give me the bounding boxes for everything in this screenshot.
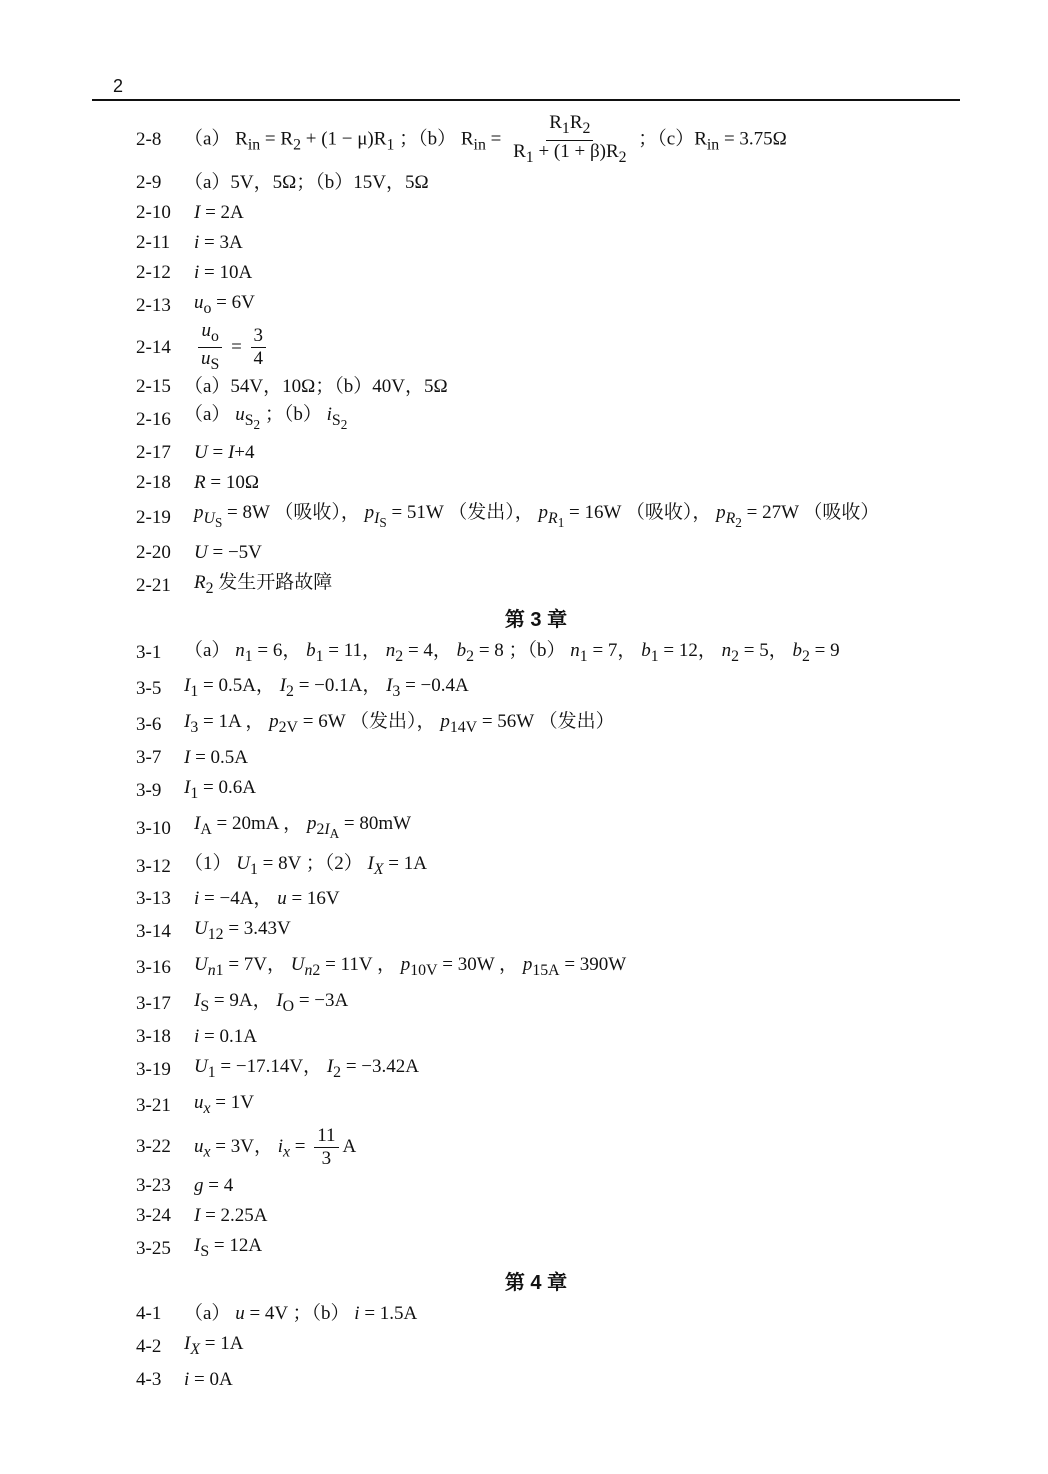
answer-2-10 — [136, 198, 936, 228]
chapter-3-heading: 第 3 章 — [504, 608, 568, 631]
answer-2-18 — [136, 468, 936, 498]
answer-2-17 — [136, 438, 936, 468]
answer-3-21 — [136, 1088, 936, 1124]
problem-number: 2-20 — [136, 541, 171, 563]
answer-text: （a） $n_1 = 6$， $b_1 = 11$， $n_2 = 4$， $b_2 = 8$ ；（b） $n_1 = 7$， $b_1 = 12$， $n_2 = 5$， $b_2 = 9$ — [184, 639, 840, 665]
answer-3-17 — [136, 986, 936, 1022]
answer-3-22 — [136, 1123, 936, 1171]
problem-number: 3-13 — [136, 888, 171, 910]
answer-text: $I_X = 1A$ — [184, 1333, 244, 1359]
problem-number: 2-16 — [136, 408, 171, 430]
problem-number: 3-19 — [136, 1058, 171, 1080]
answer-text: i = 10A — [194, 262, 253, 283]
answer-3-5 — [136, 671, 936, 707]
answer-text: $R_2$ 发生开路故障 — [194, 571, 333, 597]
answer-list — [136, 112, 936, 1395]
answer-text: $u_x = 3V$， $i_x$ = $\frac{11}{3}$ A — [194, 1124, 357, 1169]
answer-3-19 — [136, 1052, 936, 1088]
answer-3-23 — [136, 1171, 936, 1201]
answer-4-3 — [136, 1365, 936, 1395]
answer-2-19 — [136, 498, 936, 538]
problem-number: 2-11 — [136, 232, 171, 253]
problem-number: 3-16 — [136, 957, 171, 979]
problem-number: 3-5 — [136, 678, 162, 700]
problem-number: 3-22 — [136, 1136, 171, 1158]
problem-number: 3-7 — [136, 746, 162, 768]
problem-number: 4-1 — [136, 1303, 162, 1325]
answer-text: （a）5V，5Ω；（b）15V，5Ω — [184, 172, 429, 193]
page-number: 2 — [113, 76, 124, 96]
problem-number: 3-17 — [136, 992, 171, 1014]
problem-number: 3-24 — [136, 1205, 171, 1227]
answer-text: $\frac{u_o}{u_S}$ = $\frac{3}{4}$ — [194, 320, 270, 377]
problem-number: 4-3 — [136, 1369, 162, 1391]
answer-2-20 — [136, 538, 936, 568]
answer-text: $p_{U_S} = 8W$ （吸收）， $p_{I_S} = 51W$ （发出）， $p_{R_1} = 16W$ （吸收）， $p_{R_2} = 27W$ （吸收） — [194, 501, 880, 530]
answer-text: $u_o = 6V$ — [194, 292, 255, 317]
answer-2-8 — [136, 112, 936, 168]
answer-text: i = −4A， u = 16V — [194, 888, 340, 910]
answer-text: i = 3A — [194, 232, 243, 253]
answer-2-21 — [136, 568, 936, 604]
answer-text: （a） $u_{S_2}$ ；（b） $i_{S_2}$ — [184, 403, 348, 432]
problem-number: 3-12 — [136, 855, 171, 877]
answer-text: $U_1 = -17.14V$， $I_2 = -3.42A$ — [194, 1055, 419, 1081]
answer-text: U = I+4 — [194, 441, 255, 463]
answer-text: （a）54V，10Ω；（b）40V，5Ω — [184, 375, 448, 397]
answer-text: $I_S = 12A$ — [194, 1235, 263, 1261]
answer-text: （a） u = 4V ；（b） i = 1.5A — [184, 1303, 418, 1325]
problem-number: 2-15 — [136, 375, 171, 397]
problem-number: 2-9 — [136, 172, 162, 193]
answer-3-1 — [136, 636, 936, 672]
problem-number: 4-2 — [136, 1336, 162, 1358]
answer-text: $I_1 = 0.5A$， $I_2 = -0.1A$， $I_3 = -0.4A$ — [184, 675, 469, 701]
problem-number: 2-12 — [136, 262, 171, 283]
problem-number: 2-8 — [136, 129, 162, 150]
answer-text: I = 2.25A — [194, 1205, 268, 1227]
answer-3-18 — [136, 1022, 936, 1052]
problem-number: 3-9 — [136, 779, 162, 801]
answer-text: $U_{n1} = 7V$， $U_{n2} = 11V$ ， $p_{10V} = 30W$ ， $p_{15A} = 390W$ — [194, 954, 627, 980]
problem-number: 3-10 — [136, 817, 171, 839]
header-rule — [92, 99, 960, 101]
answer-3-14 — [136, 914, 936, 950]
problem-number: 3-18 — [136, 1025, 171, 1047]
answer-text: $I_S = 9A$， $I_O = -3A$ — [194, 990, 349, 1015]
answer-text: $I_1 = 0.6A$ — [184, 776, 256, 802]
problem-number: 3-1 — [136, 642, 162, 664]
answer-text: i = 0.1A — [194, 1025, 257, 1047]
answer-text: $I_3 = 1A$ ， $p_{2V} = 6W$ （发出）， $p_{14V} = 56W$ （发出） — [184, 711, 615, 736]
answer-4-1 — [136, 1299, 936, 1329]
problem-number: 3-25 — [136, 1238, 171, 1260]
problem-number: 2-21 — [136, 574, 171, 596]
answer-2-16 — [136, 402, 936, 438]
problem-number: 2-17 — [136, 441, 171, 463]
answer-text: $u_x = 1V$ — [194, 1091, 254, 1117]
problem-number: 3-6 — [136, 714, 162, 736]
answer-2-11 — [136, 228, 936, 258]
answer-3-10 — [136, 809, 936, 849]
answer-2-14 — [136, 319, 936, 374]
fraction: $\frac{3}{4}$ — [251, 325, 267, 370]
answer-4-2 — [136, 1329, 936, 1365]
answer-2-9 — [136, 168, 936, 198]
answer-text: U = −5V — [194, 541, 262, 563]
fraction: $\frac{u_o}{u_S}$ — [198, 320, 222, 377]
answer-text: $U_{12} = 3.43V$ — [194, 918, 291, 944]
answer-3-9 — [136, 773, 936, 809]
answer-3-13 — [136, 884, 936, 914]
answer-text: （a） $R_{in} = R_2 + (1 - \mu)R_1$ ；（b） $R_{in}$ = $\frac{R_1R_2}{R_1 + (1 + \beta)R_2}$ ；$(c)R_{in} = 3.75\Omega$ — [184, 112, 787, 169]
answer-3-12 — [136, 849, 936, 885]
answer-2-12 — [136, 258, 936, 288]
answer-text: （1） $U_1 = 8V$ ；（2） $I_X = 1A$ — [184, 852, 427, 878]
fraction: $\frac{R_1R_2}{R_1 + (1 + \beta)R_2}$ — [513, 111, 627, 166]
answer-text: i = 0A — [184, 1369, 233, 1391]
answer-3-16 — [136, 950, 936, 986]
problem-number: 3-21 — [136, 1094, 171, 1116]
problem-number: 3-23 — [136, 1175, 171, 1197]
problem-number: 2-10 — [136, 202, 171, 223]
answer-2-13 — [136, 288, 936, 324]
problem-number: 2-18 — [136, 471, 171, 493]
answer-text: I = 0.5A — [184, 746, 249, 768]
answer-text: $I_A = 20mA$ ， $p_{2I_A} = 80mW$ — [194, 812, 412, 841]
answer-3-25 — [136, 1231, 936, 1267]
problem-number: 2-13 — [136, 294, 171, 316]
problem-number: 3-14 — [136, 921, 171, 943]
chapter-4-heading: 第 4 章 — [504, 1272, 568, 1295]
answer-text: g = 4 — [194, 1175, 234, 1197]
answer-3-24 — [136, 1201, 936, 1231]
answer-3-7 — [136, 743, 936, 773]
problem-number: 2-14 — [136, 336, 171, 358]
answer-3-6 — [136, 707, 936, 743]
answer-text: I = 2A — [194, 202, 244, 223]
problem-number: 2-19 — [136, 506, 171, 528]
fraction: $\frac{11}{3}$ — [314, 1125, 338, 1170]
answer-text: R = 10Ω — [194, 471, 259, 493]
answer-2-15 — [136, 372, 936, 402]
